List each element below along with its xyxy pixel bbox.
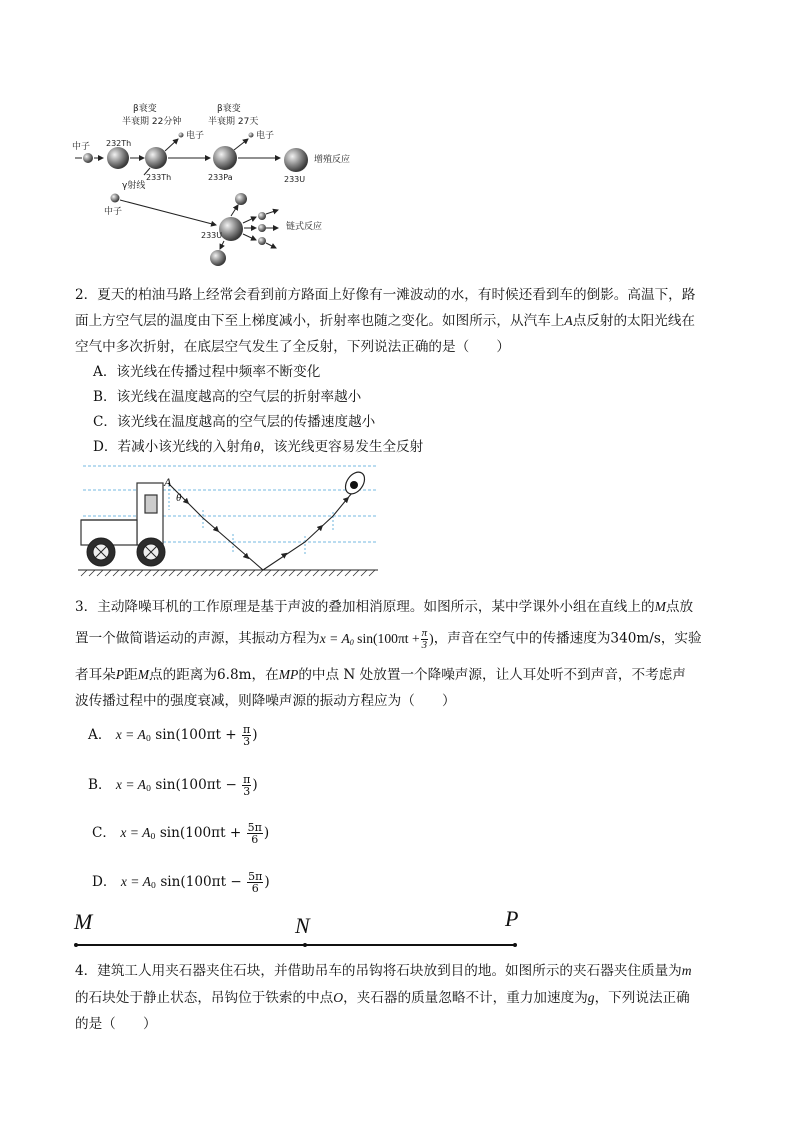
q2-option-b[interactable]: B．该光线在温度越高的空气层的折射率越小 <box>93 389 362 405</box>
q3-option-c[interactable] <box>92 822 269 847</box>
truck-wheel <box>137 538 165 566</box>
eq-fraction <box>247 822 263 845</box>
eq-main-numerator: π <box>421 627 428 639</box>
q2-line-2-text-a: 面上方空气层的温度由下至上梯度减小，折射率也随之变化。如图所示，从汽车上 <box>75 313 565 329</box>
u233-nucleus <box>219 217 243 241</box>
q3-option-a-label: A． <box>88 727 112 743</box>
point-p-variable: P <box>115 667 125 682</box>
eq-prefix: x = A <box>115 727 146 742</box>
segment-mp-variable: MP <box>278 667 299 682</box>
electron-label-1: 电子 <box>186 131 205 141</box>
neutron-particle <box>258 212 266 220</box>
eq-main-close: ) <box>429 630 434 646</box>
eq-close: ) <box>264 874 270 890</box>
label-n: N <box>295 913 310 938</box>
fission-fragment <box>210 250 226 266</box>
eq-main-denominator: 3 <box>421 639 428 651</box>
q3-line-1-text-b: 点放 <box>665 599 694 615</box>
eq-numerator: π <box>243 773 251 786</box>
neutron-label: 中子 <box>72 142 91 152</box>
eq-sign: − <box>225 777 237 793</box>
electron-particle <box>179 133 184 138</box>
eq-main-left: x = A <box>319 630 350 646</box>
eq-prefix: x = A <box>120 874 151 889</box>
eq-sin: sin(100πt <box>155 727 226 743</box>
beta-decay-2-halflife: 半衰期 27天 <box>208 117 259 127</box>
eq-sub: 0 <box>150 832 156 841</box>
fig-point-a: A <box>164 475 172 489</box>
q2-line-2 <box>75 311 695 331</box>
q3-option-d-label: D． <box>92 874 117 890</box>
eq-numerator: π <box>243 723 251 736</box>
chain-reaction-label: 链式反应 <box>286 222 323 232</box>
eq-denominator: 3 <box>243 735 251 748</box>
eq-prefix: x = A <box>120 825 151 840</box>
q3-option-a[interactable] <box>88 724 258 749</box>
label-p: P <box>505 906 519 931</box>
u233-label-chain: 233U <box>201 231 223 240</box>
q3-line-3-text-b: 距 <box>124 667 138 683</box>
th232-label: 232Th <box>106 139 132 148</box>
beta-decay-1-halflife: 半衰期 22分钟 <box>122 117 182 127</box>
eq-close: ) <box>252 727 258 743</box>
eq-sin: sin(100πt <box>160 874 231 890</box>
eq-main-fraction <box>421 628 429 651</box>
q3-line-3-text-a: 者耳朵 <box>75 667 116 683</box>
u233-nucleus <box>284 148 308 172</box>
point-m <box>74 943 78 947</box>
q4-line-2-text-a: 的石块处于静止状态，吊钩位于铁索的中点 <box>75 990 334 1006</box>
q3-line-1-text-a: 3．主动降噪耳机的工作原理是基于声波的叠加相消原理。如图所示，某中学课外小组在直线上的 <box>75 599 655 615</box>
neutron-particle <box>111 194 120 203</box>
gravity-g-variable: g <box>587 990 595 1005</box>
point-n <box>303 943 307 947</box>
th232-nucleus <box>107 147 129 169</box>
q2-line-3: 空气中多次折射，在底层空气发生了全反射，下列说法正确的是（ ） <box>75 339 510 355</box>
q3-line-1 <box>75 597 693 617</box>
q3-option-b[interactable] <box>88 774 258 799</box>
q2-option-d-text-b: ，该光线更容易发生全反射 <box>260 439 424 455</box>
q3-line-2-text-b: ，声音在空气中的传播速度为340m/s，实验 <box>433 630 702 647</box>
q2-option-d[interactable] <box>93 437 423 457</box>
eq-main-mid: sin(100πt + <box>357 630 420 646</box>
q2-line-2-text-b: 点反射的太阳光线在 <box>572 313 696 329</box>
q4-line-1-text-a: 4．建筑工人用夹石器夹住石块，并借助吊车的吊钩将石块放到目的地。如图所示的夹石器夹住质量为 <box>75 963 682 979</box>
pa233-nucleus <box>213 146 237 170</box>
q4-line-2-text-b: ，夹石器的质量忽略不计，重力加速度为 <box>343 990 588 1006</box>
th233-nucleus <box>145 147 167 169</box>
q3-line-2-text-a: 置一个做简谐运动的声源，其振动方程为 <box>75 630 320 647</box>
eq-sin: sin(100πt <box>159 825 230 841</box>
theta-variable: θ <box>253 439 261 454</box>
light-ray <box>168 482 361 570</box>
eq-close: ) <box>252 777 258 793</box>
th233-label: 233Th <box>146 173 172 182</box>
q2-option-a[interactable]: A．该光线在传播过程中频率不断变化 <box>93 364 321 380</box>
breeding-reaction-label: 增殖反应 <box>314 155 351 165</box>
q3-line-3 <box>75 665 686 685</box>
q2-line-1: 2．夏天的柏油马路上经常会看到前方路面上好像有一滩波动的水，有时候还看到车的倒影。高温下，路 <box>75 287 696 303</box>
vibration-equation <box>319 627 434 651</box>
q4-line-3: 的是（ ） <box>75 1016 157 1032</box>
u233-label-breeding: 233U <box>284 175 306 184</box>
q4-line-2 <box>75 988 690 1008</box>
eq-denominator: 6 <box>251 833 259 846</box>
eq-main-sub: 0 <box>349 637 354 647</box>
neutron-particle <box>258 224 266 232</box>
q2-option-d-text-a: D．若减小该光线的入射角 <box>93 439 254 455</box>
point-m-variable: M <box>654 599 666 614</box>
gamma-ray-label: γ射线 <box>122 181 146 191</box>
q4-line-2-text-c: ，下列说法正确 <box>594 990 690 1006</box>
eq-fraction <box>242 774 251 797</box>
eq-sign: + <box>229 825 242 841</box>
fission-fragment <box>235 193 247 205</box>
q4-line-1 <box>75 961 692 981</box>
mass-m-variable: m <box>681 963 692 978</box>
q3-line-3-text-c: 点的距离为6.8m，在 <box>149 667 279 683</box>
eq-close: ) <box>263 825 270 841</box>
neutron-label-2: 中子 <box>104 207 123 217</box>
q3-line-2 <box>75 628 702 653</box>
electron-label-2: 电子 <box>256 131 275 141</box>
eq-numerator: 5π <box>247 821 262 834</box>
point-a-variable: A <box>564 313 573 328</box>
neutron-particle <box>83 153 93 163</box>
eye-icon <box>342 469 369 498</box>
beta-decay-1-title: β衰变 <box>133 104 157 114</box>
truck-wheel <box>87 538 115 566</box>
eq-sub: 0 <box>145 734 151 743</box>
point-p <box>513 943 517 947</box>
mirage-refraction-diagram <box>73 460 383 578</box>
label-m: M <box>74 909 93 934</box>
eq-sub: 0 <box>150 881 156 890</box>
neutron-particle <box>258 237 266 245</box>
eq-sub: 0 <box>145 784 152 793</box>
electron-particle <box>249 133 254 138</box>
eq-denominator: 6 <box>251 882 259 895</box>
eq-numerator: 5π <box>248 870 263 883</box>
q3-option-d[interactable] <box>92 871 270 896</box>
q3-line-4: 波传播过程中的强度衰减，则降噪声源的振动方程应为（ ） <box>75 693 456 709</box>
eq-denominator: 3 <box>243 785 251 798</box>
point-o-variable: O <box>333 990 344 1005</box>
pa233-label: 233Pa <box>208 173 233 182</box>
beta-decay-2-title: β衰变 <box>217 104 241 114</box>
q2-option-c[interactable]: C．该光线在温度越高的空气层的传播速度越小 <box>93 414 376 430</box>
q3-option-b-label: B． <box>88 777 112 793</box>
fig-theta: θ <box>176 492 182 504</box>
truck <box>81 483 163 545</box>
eq-fraction <box>242 724 251 747</box>
point-m-variable-2: M <box>137 667 150 682</box>
q3-option-c-label: C． <box>92 825 116 841</box>
eq-prefix: x = A <box>115 777 146 792</box>
eq-sign: − <box>230 874 242 890</box>
eq-sign: + <box>225 727 237 743</box>
eq-fraction <box>247 871 263 894</box>
eq-sin: sin(100πt <box>155 777 226 793</box>
q3-line-3-text-d: 的中点 N 处放置一个降噪声源，让人耳处听不到声音，不考虑声 <box>298 667 686 683</box>
